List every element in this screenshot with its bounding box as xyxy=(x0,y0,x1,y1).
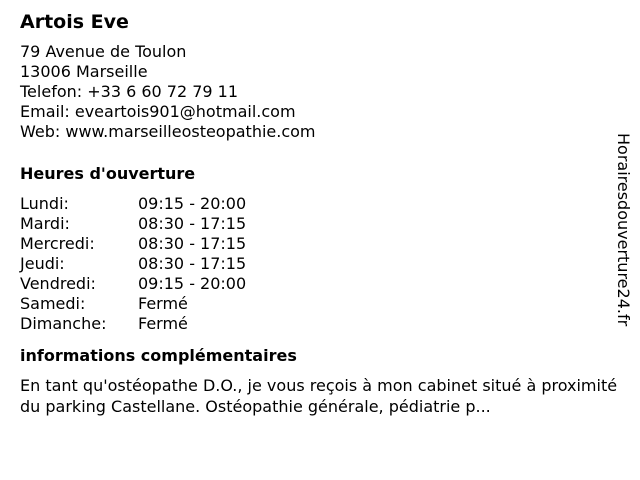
hours-row xyxy=(20,274,246,294)
hours-day: Dimanche: xyxy=(20,314,107,333)
watermark-text: Horairesdouverture24.fr xyxy=(614,133,633,327)
hours-row xyxy=(20,214,246,234)
business-name: Artois Eve xyxy=(20,11,129,33)
hours-row xyxy=(20,254,246,274)
hours-time: 09:15 - 20:00 xyxy=(138,194,247,213)
hours-time: Fermé xyxy=(138,314,188,333)
hours-row xyxy=(20,314,246,334)
hours-row xyxy=(20,194,246,214)
hours-time: 08:30 - 17:15 xyxy=(138,214,247,233)
hours-time: 08:30 - 17:15 xyxy=(138,234,247,253)
hours-day: Samedi: xyxy=(20,294,86,313)
site-watermark xyxy=(612,133,634,343)
hours-day: Jeudi: xyxy=(20,254,65,273)
address-street: 79 Avenue de Toulon xyxy=(20,42,187,61)
business-card xyxy=(20,10,618,417)
hours-table xyxy=(20,194,246,334)
hours-row xyxy=(20,294,246,314)
info-title: informations complémentaires xyxy=(20,346,297,365)
info-text: En tant qu'ostéopathe D.O., je vous reçois à mon cabinet situé à proximité du parking Castellane. Ostéopathie générale, pédiatrie p... xyxy=(20,376,618,416)
address-city: 13006 Marseille xyxy=(20,62,148,81)
hours-day: Mardi: xyxy=(20,214,70,233)
hours-day: Vendredi: xyxy=(20,274,96,293)
hours-time: Fermé xyxy=(138,294,188,313)
phone-line[interactable]: Telefon: +33 6 60 72 79 11 xyxy=(20,82,239,101)
hours-row xyxy=(20,234,246,254)
hours-time: 09:15 - 20:00 xyxy=(138,274,247,293)
hours-title: Heures d'ouverture xyxy=(20,164,196,183)
hours-day: Mercredi: xyxy=(20,234,95,253)
email-line[interactable]: Email: evеartois901@hotmail.com xyxy=(20,102,296,121)
web-line[interactable]: Web: www.marseilleosteopathie.com xyxy=(20,122,316,141)
hours-day: Lundi: xyxy=(20,194,69,213)
hours-time: 08:30 - 17:15 xyxy=(138,254,247,273)
